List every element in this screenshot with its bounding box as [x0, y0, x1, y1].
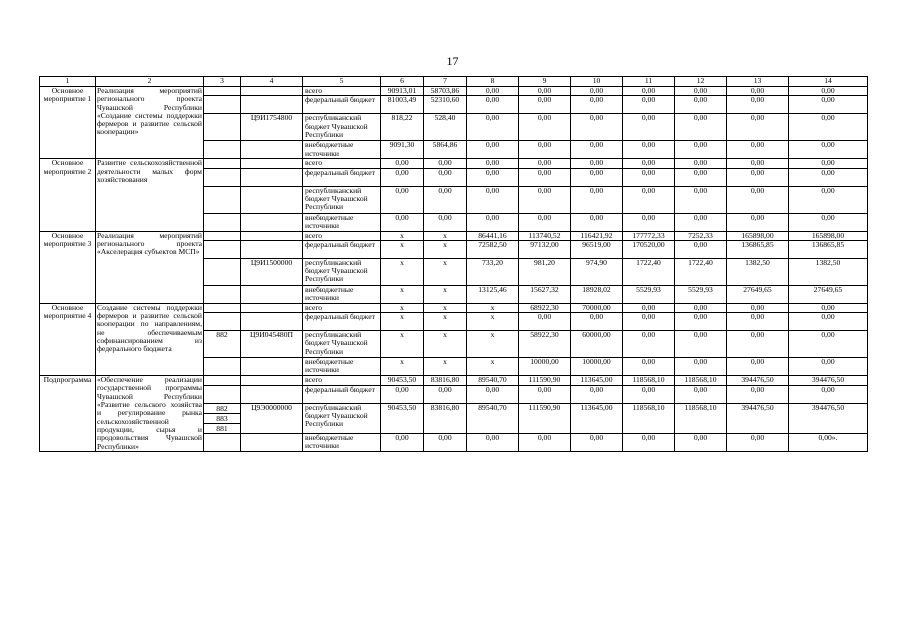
budget-code-cell: [204, 231, 241, 240]
amount-cell: 0,00: [519, 385, 571, 403]
amount-cell: 90453,50: [381, 403, 424, 433]
amount-cell: 0,00: [675, 385, 727, 403]
budget-code: 882: [204, 404, 241, 414]
amount-cell: 0,00».: [789, 433, 868, 451]
amount-cell: 0,00: [381, 385, 424, 403]
amount-cell: 15627,32: [519, 285, 571, 303]
amount-cell: 0,00: [727, 114, 789, 141]
amount-cell: x: [424, 258, 467, 285]
amount-cell: 0,00: [789, 331, 868, 358]
amount-cell: 136865,85: [789, 240, 868, 258]
amount-cell: 0,00: [623, 114, 675, 141]
amount-cell: 1382,50: [789, 258, 868, 285]
amount-cell: 18928,02: [571, 285, 623, 303]
funding-source: внебюджетные источники: [303, 285, 381, 303]
amount-cell: 0,00: [424, 168, 467, 186]
amount-cell: 0,00: [424, 159, 467, 168]
amount-cell: 0,00: [675, 303, 727, 312]
amount-cell: 0,00: [424, 433, 467, 451]
amount-cell: 5529,93: [623, 285, 675, 303]
amount-cell: 0,00: [519, 114, 571, 141]
amount-cell: 111590,90: [519, 403, 571, 433]
amount-cell: 0,00: [789, 96, 868, 114]
classification-code-cell: [241, 433, 303, 451]
amount-cell: 116421,92: [571, 231, 623, 240]
amount-cell: 60000,00: [571, 331, 623, 358]
amount-cell: 0,00: [675, 213, 727, 231]
funding-source: всего: [303, 231, 381, 240]
table-row: [40, 87, 868, 96]
amount-cell: 86441,16: [467, 231, 519, 240]
amount-cell: x: [467, 358, 519, 376]
measure-name: Реализация мероприятий регионального проекта «Акселерация субъектов МСП»: [96, 231, 204, 303]
funding-source: федеральный бюджет: [303, 240, 381, 258]
amount-cell: 0,00: [789, 168, 868, 186]
amount-cell: 0,00: [519, 87, 571, 96]
amount-cell: x: [424, 313, 467, 331]
amount-cell: 0,00: [467, 141, 519, 159]
amount-cell: 113645,00: [571, 403, 623, 433]
column-header-5: 5: [303, 77, 381, 87]
column-header-6: 6: [381, 77, 424, 87]
amount-cell: 0,00: [789, 186, 868, 213]
amount-cell: 0,00: [623, 141, 675, 159]
amount-cell: 0,00: [381, 159, 424, 168]
amount-cell: 0,00: [789, 303, 868, 312]
amount-cell: 0,00: [675, 313, 727, 331]
amount-cell: 0,00: [571, 87, 623, 96]
amount-cell: 0,00: [675, 186, 727, 213]
amount-cell: 68922,30: [519, 303, 571, 312]
amount-cell: 0,00: [727, 331, 789, 358]
amount-cell: 13125,46: [467, 285, 519, 303]
funding-source: федеральный бюджет: [303, 168, 381, 186]
amount-cell: 0,00: [519, 433, 571, 451]
budget-code-cell: [204, 313, 241, 331]
amount-cell: 0,00: [467, 433, 519, 451]
column-header-4: 4: [241, 77, 303, 87]
amount-cell: 58922,30: [519, 331, 571, 358]
amount-cell: 170520,00: [623, 240, 675, 258]
amount-cell: 0,00: [571, 141, 623, 159]
amount-cell: 0,00: [789, 159, 868, 168]
classification-code-cell: Ц9И1754800: [241, 114, 303, 141]
amount-cell: 0,00: [519, 141, 571, 159]
amount-cell: 0,00: [623, 168, 675, 186]
amount-cell: 0,00: [571, 186, 623, 213]
amount-cell: 0,00: [727, 96, 789, 114]
amount-cell: 136865,85: [727, 240, 789, 258]
amount-cell: 1722,40: [623, 258, 675, 285]
amount-cell: x: [467, 331, 519, 358]
amount-cell: 27649,65: [789, 285, 868, 303]
amount-cell: 113645,00: [571, 376, 623, 385]
classification-code-cell: [241, 231, 303, 240]
classification-code-cell: [241, 213, 303, 231]
budget-code-cell: [204, 376, 241, 385]
amount-cell: 0,00: [467, 159, 519, 168]
amount-cell: 0,00: [571, 96, 623, 114]
funding-source: внебюджетные источники: [303, 358, 381, 376]
column-header-13: 13: [727, 77, 789, 87]
amount-cell: 0,00: [381, 213, 424, 231]
budget-code-cell: [204, 213, 241, 231]
amount-cell: 83816,80: [424, 376, 467, 385]
funding-source: федеральный бюджет: [303, 313, 381, 331]
amount-cell: 10000,00: [519, 358, 571, 376]
amount-cell: x: [424, 303, 467, 312]
funding-source: всего: [303, 159, 381, 168]
amount-cell: 0,00: [623, 358, 675, 376]
amount-cell: 733,20: [467, 258, 519, 285]
classification-code-cell: [241, 240, 303, 258]
amount-cell: 0,00: [467, 87, 519, 96]
page-number: 17: [446, 54, 459, 68]
amount-cell: 58703,86: [424, 87, 467, 96]
amount-cell: 0,00: [571, 213, 623, 231]
amount-cell: 0,00: [623, 159, 675, 168]
amount-cell: 27649,65: [727, 285, 789, 303]
amount-cell: x: [381, 258, 424, 285]
amount-cell: 97132,00: [519, 240, 571, 258]
amount-cell: 0,00: [727, 159, 789, 168]
amount-cell: 0,00: [571, 168, 623, 186]
column-header-8: 8: [467, 77, 519, 87]
classification-code-cell: [241, 385, 303, 403]
amount-cell: x: [381, 285, 424, 303]
amount-cell: x: [467, 313, 519, 331]
amount-cell: 0,00: [623, 96, 675, 114]
amount-cell: 5529,93: [675, 285, 727, 303]
budget-code: 883: [204, 414, 241, 424]
measure-type: Подпрограмма: [40, 376, 96, 452]
budget-code: 881: [216, 423, 228, 433]
column-header-11: 11: [623, 77, 675, 87]
funding-source: всего: [303, 376, 381, 385]
amount-cell: 0,00: [519, 213, 571, 231]
amount-cell: 0,00: [571, 385, 623, 403]
classification-code-cell: [241, 141, 303, 159]
classification-code-cell: [241, 358, 303, 376]
classification-code-cell: [241, 168, 303, 186]
funding-source: всего: [303, 87, 381, 96]
amount-cell: 177772,33: [623, 231, 675, 240]
measure-type: Основное мероприятие 2: [40, 159, 96, 231]
table-row: [40, 376, 868, 385]
amount-cell: 0,00: [675, 87, 727, 96]
amount-cell: x: [424, 285, 467, 303]
amount-cell: 118568,10: [675, 403, 727, 433]
amount-cell: 0,00: [675, 96, 727, 114]
amount-cell: 0,00: [727, 141, 789, 159]
amount-cell: 0,00: [789, 313, 868, 331]
classification-code-cell: [241, 376, 303, 385]
amount-cell: 0,00: [623, 213, 675, 231]
amount-cell: 0,00: [519, 186, 571, 213]
amount-cell: 0,00: [467, 213, 519, 231]
measure-type: Основное мероприятие 3: [40, 231, 96, 303]
measure-name: Реализация мероприятий регионального проекта Чувашской Республики «Создание системы поддержки фермеров и развитие сельской кооперации»: [96, 87, 204, 159]
amount-cell: 0,00: [727, 168, 789, 186]
amount-cell: 165898,00: [727, 231, 789, 240]
amount-cell: 394476,50: [727, 403, 789, 433]
budget-code-cell: [204, 358, 241, 376]
amount-cell: 0,00: [727, 313, 789, 331]
amount-cell: 113740,52: [519, 231, 571, 240]
amount-cell: 0,00: [571, 159, 623, 168]
amount-cell: 0,00: [789, 358, 868, 376]
amount-cell: x: [424, 331, 467, 358]
amount-cell: 0,00: [381, 168, 424, 186]
amount-cell: 0,00: [381, 433, 424, 451]
amount-cell: 0,00: [789, 385, 868, 403]
amount-cell: x: [381, 303, 424, 312]
amount-cell: 1382,50: [727, 258, 789, 285]
amount-cell: 0,00: [727, 385, 789, 403]
column-header-7: 7: [424, 77, 467, 87]
classification-code-cell: [241, 87, 303, 96]
amount-cell: 0,00: [623, 87, 675, 96]
funding-source: внебюджетные источники: [303, 213, 381, 231]
column-header-3: 3: [204, 77, 241, 87]
amount-cell: x: [381, 240, 424, 258]
amount-cell: 89540,70: [467, 376, 519, 385]
funding-source: федеральный бюджет: [303, 96, 381, 114]
budget-code-cell: [204, 385, 241, 403]
amount-cell: x: [467, 303, 519, 312]
amount-cell: 0,00: [424, 213, 467, 231]
measure-name: Развитие сельскохозяйственной деятельности малых форм хозяйствования: [96, 159, 204, 231]
amount-cell: 118568,10: [675, 376, 727, 385]
amount-cell: 0,00: [789, 87, 868, 96]
amount-cell: 0,00: [789, 213, 868, 231]
amount-cell: 0,00: [623, 385, 675, 403]
amount-cell: 9091,30: [381, 141, 424, 159]
amount-cell: 0,00: [727, 186, 789, 213]
classification-code-cell: Ц9Э0000000: [241, 403, 303, 433]
funding-source: республиканский бюджет Чувашской Республики: [303, 186, 381, 213]
funding-source: внебюджетные источники: [303, 433, 381, 451]
amount-cell: 528,40: [424, 114, 467, 141]
amount-cell: 0,00: [571, 114, 623, 141]
amount-cell: 0,00: [571, 313, 623, 331]
budget-code-cell: [204, 433, 241, 451]
budget-code-cell: [204, 168, 241, 186]
measure-name: Создание системы поддержки фермеров и развитие сельской кооперации по направлениям, не обеспечиваемым софинансированием из федерального бюджета: [96, 303, 204, 375]
amount-cell: 394476,50: [789, 403, 868, 433]
amount-cell: 0,00: [571, 433, 623, 451]
amount-cell: 0,00: [675, 168, 727, 186]
column-header-2: 2: [96, 77, 204, 87]
amount-cell: 0,00: [675, 114, 727, 141]
amount-cell: 89540,70: [467, 403, 519, 433]
amount-cell: 111590,90: [519, 376, 571, 385]
header-row: [40, 77, 868, 87]
amount-cell: x: [381, 313, 424, 331]
classification-code-cell: Ц9И1500000: [241, 258, 303, 285]
column-header-9: 9: [519, 77, 571, 87]
amount-cell: 5864,86: [424, 141, 467, 159]
amount-cell: x: [381, 358, 424, 376]
amount-cell: 0,00: [727, 303, 789, 312]
amount-cell: 0,00: [675, 159, 727, 168]
amount-cell: x: [381, 331, 424, 358]
table-row: [40, 231, 868, 240]
budget-code-cell: [204, 240, 241, 258]
amount-cell: 0,00: [623, 313, 675, 331]
funding-source: республиканский бюджет Чувашской Республики: [303, 331, 381, 358]
budget-code-cell: [204, 159, 241, 168]
budget-code-cell: [204, 403, 241, 433]
amount-cell: 0,00: [623, 331, 675, 358]
amount-cell: 0,00: [623, 186, 675, 213]
amount-cell: 83816,80: [424, 403, 467, 433]
amount-cell: 0,00: [675, 358, 727, 376]
amount-cell: 0,00: [675, 331, 727, 358]
amount-cell: 90453,50: [381, 376, 424, 385]
amount-cell: 394476,50: [789, 376, 868, 385]
table-row: [40, 303, 868, 312]
amount-cell: 0,00: [519, 168, 571, 186]
amount-cell: 0,00: [467, 186, 519, 213]
amount-cell: 0,00: [424, 385, 467, 403]
amount-cell: 0,00: [727, 213, 789, 231]
measure-name: «Обеспечение реализации государственной программы Чувашской Республики «Развитие сельского хозяйства и регулирование рынка сельскохозяйственной продукции, сырья и продовольствия Чувашской Республики»: [97, 375, 202, 451]
amount-cell: 0,00: [519, 313, 571, 331]
column-header-14: 14: [789, 77, 868, 87]
budget-table: [39, 76, 868, 452]
amount-cell: 70000,00: [571, 303, 623, 312]
amount-cell: 7252,33: [675, 231, 727, 240]
budget-code-cell: [204, 303, 241, 312]
amount-cell: x: [424, 358, 467, 376]
amount-cell: 0,00: [789, 114, 868, 141]
budget-code-cell: [204, 285, 241, 303]
amount-cell: x: [381, 231, 424, 240]
amount-cell: 0,00: [467, 114, 519, 141]
classification-code-cell: [241, 303, 303, 312]
amount-cell: x: [424, 240, 467, 258]
funding-source: республиканский бюджет Чувашской Республики: [303, 403, 381, 433]
amount-cell: 10000,00: [571, 358, 623, 376]
column-header-10: 10: [571, 77, 623, 87]
amount-cell: 118568,10: [623, 376, 675, 385]
amount-cell: 981,20: [519, 258, 571, 285]
amount-cell: 81003,49: [381, 96, 424, 114]
amount-cell: 0,00: [675, 240, 727, 258]
classification-code-cell: [241, 159, 303, 168]
funding-source: республиканский бюджет Чувашской Республики: [303, 258, 381, 285]
amount-cell: 118568,10: [623, 403, 675, 433]
amount-cell: 72582,50: [467, 240, 519, 258]
amount-cell: 0,00: [519, 96, 571, 114]
amount-cell: 818,22: [381, 114, 424, 141]
amount-cell: 0,00: [727, 87, 789, 96]
amount-cell: 0,00: [727, 358, 789, 376]
amount-cell: 0,00: [675, 433, 727, 451]
classification-code-cell: [241, 285, 303, 303]
amount-cell: 0,00: [381, 186, 424, 213]
amount-cell: 0,00: [467, 385, 519, 403]
amount-cell: 394476,50: [727, 376, 789, 385]
classification-code-cell: [241, 186, 303, 213]
budget-code-cell: [204, 141, 241, 159]
amount-cell: 0,00: [789, 141, 868, 159]
amount-cell: 974,90: [571, 258, 623, 285]
budget-code-cell: [204, 96, 241, 114]
amount-cell: 0,00: [727, 433, 789, 451]
funding-source: внебюджетные источники: [303, 141, 381, 159]
amount-cell: 165898,00: [789, 231, 868, 240]
measure-type: Основное мероприятие 4: [40, 303, 96, 375]
column-header-12: 12: [675, 77, 727, 87]
column-header-1: 1: [40, 77, 96, 87]
classification-code-cell: [241, 96, 303, 114]
amount-cell: 0,00: [623, 433, 675, 451]
budget-code-cell: [204, 258, 241, 285]
amount-cell: 52310,60: [424, 96, 467, 114]
table-body: [40, 77, 868, 452]
amount-cell: 0,00: [623, 303, 675, 312]
amount-cell: 1722,40: [675, 258, 727, 285]
funding-source: федеральный бюджет: [303, 385, 381, 403]
budget-code-cell: [204, 87, 241, 96]
budget-code-cell: [204, 186, 241, 213]
table-row: [40, 159, 868, 168]
amount-cell: 0,00: [467, 96, 519, 114]
classification-code-cell: [241, 313, 303, 331]
amount-cell: 96519,00: [571, 240, 623, 258]
classification-code-cell: Ц9И045480П: [241, 331, 303, 358]
amount-cell: 0,00: [467, 168, 519, 186]
funding-source: всего: [303, 303, 381, 312]
amount-cell: 0,00: [519, 159, 571, 168]
amount-cell: 0,00: [424, 186, 467, 213]
amount-cell: 90913,01: [381, 87, 424, 96]
budget-code-cell: 882: [204, 331, 241, 358]
measure-type: Основное мероприятие 1: [40, 87, 96, 159]
amount-cell: 0,00: [675, 141, 727, 159]
budget-code-cell: [204, 114, 241, 141]
amount-cell: x: [424, 231, 467, 240]
funding-source: республиканский бюджет Чувашской Республики: [303, 114, 381, 141]
